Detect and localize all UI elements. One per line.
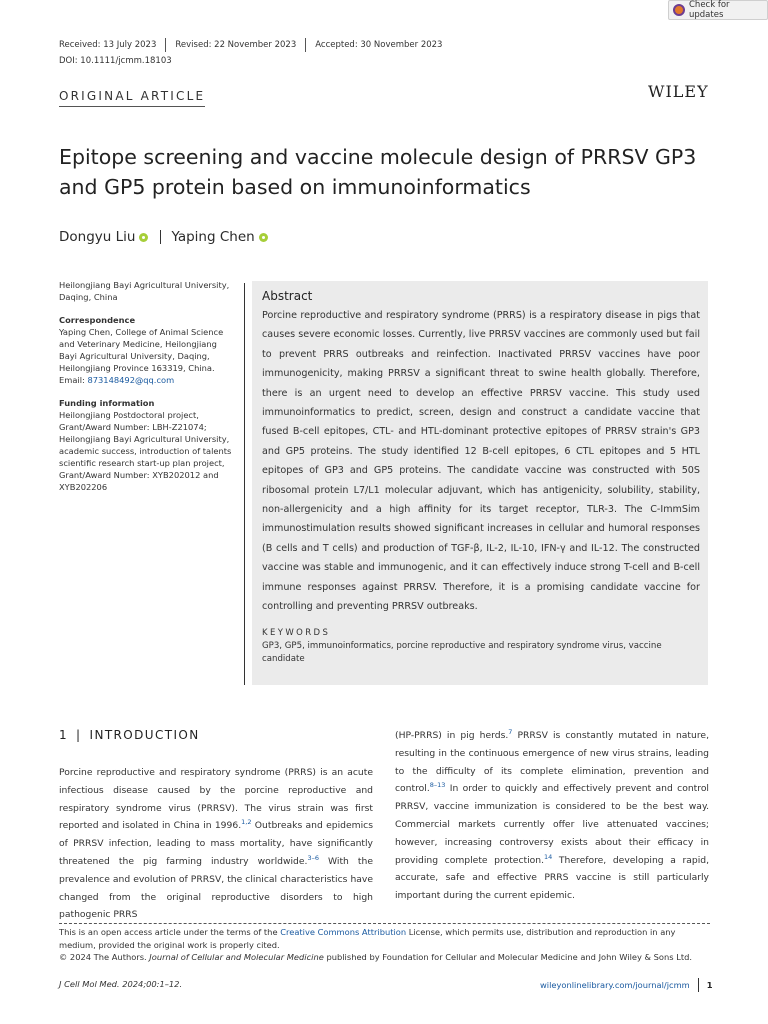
abstract-text: Porcine reproductive and respiratory syndrome (PRRS) is a respiratory disease in pigs that causes severe economic losses. Currently, live PRRSV vaccines are commonly used but fail to prevent PRRS outbreaks and reinfection. Inactivated PRRSV vaccines have poor immunogenicity, making PRRSV a significant threat to swine health globally. Therefore, there is an urgent need to develop an effective PRRSV vaccine. This study used immunoinformatics to predict, screen, design and construct a candidate vaccine that fused B-cell epitopes, CTL- and HTL-dominant protective epitopes of PRRSV strain's GP3 and GP5 proteins. The study identified 12 B-cell epitopes, 6 CTL epitopes and 5 HTL epitopes of GP3 and GP5 proteins. The candidate vaccine was constructed with 50S ribosomal protein L7/L1 molecular adjuvant, which has antigenicity, solubility, stability, non-allergenicity and a high affinity for its target receptor, TLR-3. The C-ImmSim immunostimulation results showed significant increases in cellular and humoral responses (B cells and T cells) and production of TGF-β, IL-2, IL-10, IFN-γ and IL-12. The constructed vaccine was stable and immunogenic, and it can effectively induce strong T-cell and B-cell immune responses against PRRSV. Therefore, it is a promising candidate vaccine for controlling and preventing PRRSV outbreaks. xyxy=(262,310,700,613)
citation-ref[interactable]: 7 xyxy=(508,727,513,736)
divider xyxy=(698,978,699,992)
page-number: 1 xyxy=(706,980,713,990)
orcid-icon[interactable] xyxy=(139,233,148,242)
oa-text: License, which permits use, distribution and reproduction in any medium, provided the original work is properly cited. xyxy=(59,927,676,950)
intro-left-column xyxy=(59,764,373,924)
journal-site-link[interactable]: wileyonlinelibrary.com/journal/jcmm xyxy=(540,980,690,990)
article-dates xyxy=(59,38,442,52)
abstract-box xyxy=(252,281,708,685)
copyright-text: © 2024 The Authors. xyxy=(59,952,150,963)
abstract-heading: Abstract xyxy=(262,289,313,303)
intro-right-column xyxy=(395,727,709,905)
citation-ref[interactable]: 8–13 xyxy=(429,781,446,790)
doi[interactable]: DOI: 10.1111/jcmm.18103 xyxy=(59,56,172,66)
correspondence-label: Correspondence xyxy=(59,315,136,325)
footer-divider xyxy=(59,923,710,924)
divider xyxy=(160,230,161,244)
divider xyxy=(305,38,306,52)
accepted-date: Accepted: 30 November 2023 xyxy=(315,40,443,50)
citation-ref[interactable]: 14 xyxy=(544,852,553,861)
citation-ref[interactable]: 1,2 xyxy=(241,818,252,827)
publisher-logo[interactable]: WILEY xyxy=(648,82,709,101)
copyright-text: published by Foundation for Cellular and Molecular Medicine and John Wiley & Sons Ltd. xyxy=(323,952,692,963)
page-footer-right xyxy=(540,978,713,992)
funding xyxy=(59,397,237,493)
intro-text: PRRSV is constantly mutated in nature, resulting in the continuous emergence of new virus strains, leading to the difficulty of its complete elimination, prevention and control. xyxy=(395,730,709,795)
affiliation: Heilongjiang Bayi Agricultural University, Daqing, China xyxy=(59,280,230,302)
section-title: INTRODUCTION xyxy=(89,728,200,742)
section-heading xyxy=(59,728,200,742)
funding-text: Heilongjiang Postdoctoral project, Grant/Award Number: LBH-Z21074; Heilongjiang Bayi Agricultural University, academic success, introduction of talents scientific research start-up plan project, Grant/Award Number: XYB202012 and XYB202206 xyxy=(59,410,232,492)
sidebar-info xyxy=(59,279,237,504)
journal-name: Journal of Cellular and Molecular Medicine xyxy=(149,952,324,963)
correspondence xyxy=(59,314,237,386)
email-link[interactable]: 873148492@qq.com xyxy=(87,375,175,385)
check-for-updates-button[interactable] xyxy=(668,0,768,20)
author-name[interactable]: Dongyu Liu xyxy=(59,229,136,245)
email-label: Email: xyxy=(59,375,85,385)
license-link[interactable]: Creative Commons Attribution xyxy=(280,927,407,937)
section-number: 1 xyxy=(59,728,69,742)
section-divider: | xyxy=(76,728,82,742)
correspondence-text: Yaping Chen, College of Animal Science and Veterinary Medicine, Heilongjiang Bayi Agricultural University, Daqing, Heilongjiang Province 163319, China. xyxy=(59,327,224,373)
crossmark-icon xyxy=(673,4,685,16)
orcid-icon[interactable] xyxy=(259,233,268,242)
intro-text: Outbreaks and epidemics of PRRSV infection, leading to mass mortality, have significantly threatened the pig farming industry worldwide. xyxy=(59,820,373,867)
article-type: ORIGINAL ARTICLE xyxy=(59,89,205,107)
revised-date: Revised: 22 November 2023 xyxy=(175,40,297,50)
copyright-notice xyxy=(59,951,710,964)
intro-text: (HP-PRRS) in pig herds. xyxy=(395,730,509,741)
article-title: Epitope screening and vaccine molecule design of PRRSV GP3 and GP5 protein based on immunoinformatics xyxy=(59,145,697,199)
intro-text: With the prevalence and evolution of PRRSV, the clinical characteristics have changed from the original reproductive disorders to high pathogenic PRRS xyxy=(59,855,374,921)
check-for-updates-label: Check for updates xyxy=(689,0,730,20)
abstract-divider xyxy=(244,283,245,685)
divider xyxy=(165,38,166,52)
oa-text: This is an open access article under the terms of the xyxy=(59,927,281,937)
journal-citation: J Cell Mol Med. 2024;00:1–12. xyxy=(59,979,183,989)
license-footer xyxy=(59,926,710,964)
author-list xyxy=(59,229,274,245)
keywords-heading: KEYWORDS xyxy=(262,627,331,638)
open-access-notice xyxy=(59,926,710,951)
keywords-text: GP3, GP5, immunoinformatics, porcine reproductive and respiratory syndrome virus, vaccine candidate xyxy=(262,640,662,664)
citation-ref[interactable]: 3–6 xyxy=(307,853,319,862)
received-date: Received: 13 July 2023 xyxy=(59,40,157,50)
intro-text: Porcine reproductive and respiratory syndrome (PRRS) is an acute infectious disease caused by the porcine reproductive and respiratory syndrome virus (PRRSV). The virus strain was first reported and isolated in China in 1996. xyxy=(59,767,373,832)
intro-text: In order to quickly and effectively prevent and control PRRSV, vaccine immunization is considered to be the best way. Commercial markets currently offer live attenuated vaccines; however, increasing controversy exists about their efficacy in providing complete protection. xyxy=(395,783,709,866)
intro-text: Therefore, developing a rapid, accurate, safe and effective PRRS vaccine is still particularly important during the current epidemic. xyxy=(395,854,709,902)
author-name[interactable]: Yaping Chen xyxy=(171,229,255,245)
email-line xyxy=(59,374,237,386)
funding-label: Funding information xyxy=(59,398,155,408)
